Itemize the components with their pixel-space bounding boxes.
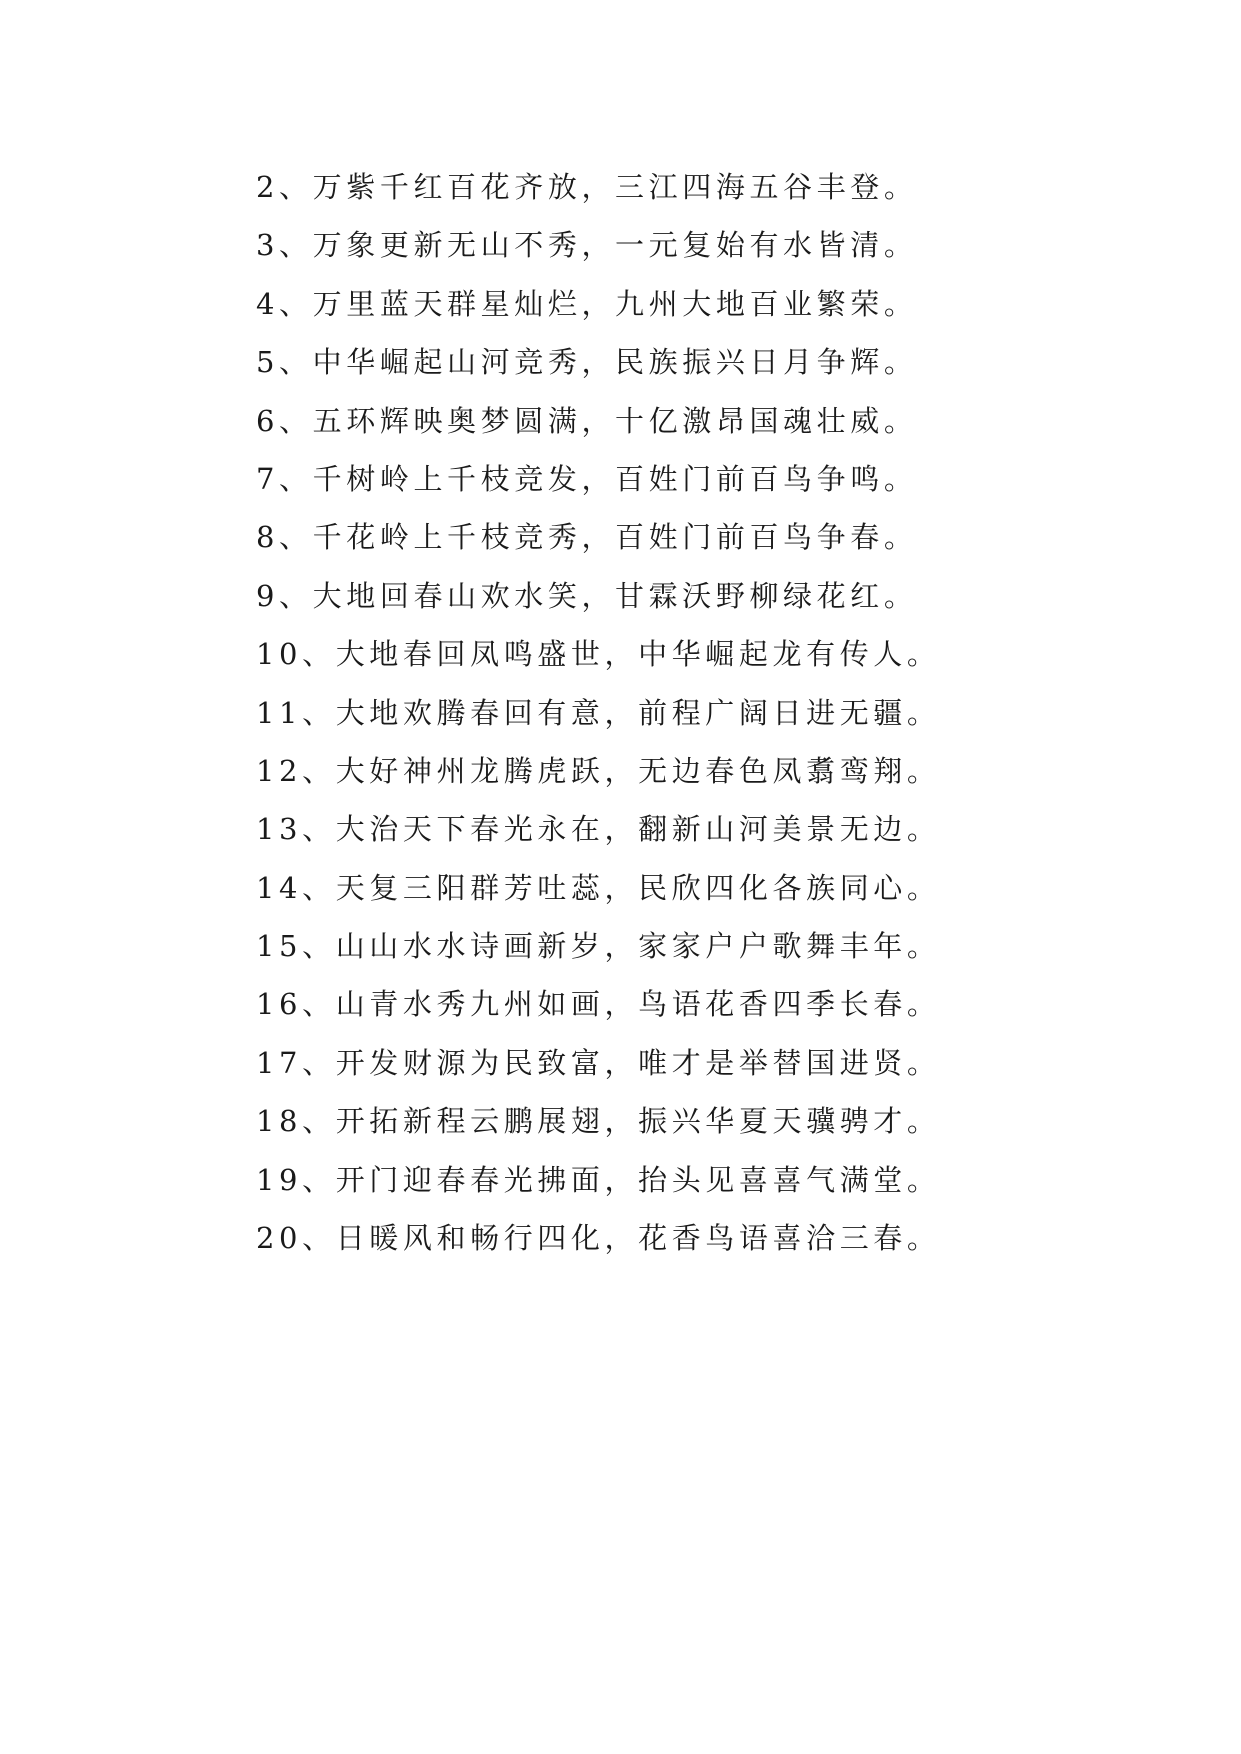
- couplet-line-14: 14、天复三阳群芳吐蕊，民欣四化各族同心。: [256, 870, 941, 905]
- couplet-line-13: 13、大治天下春光永在，翻新山河美景无边。: [256, 812, 941, 847]
- couplet-line-2: 2、万紫千红百花齐放，三江四海五谷丰登。: [256, 170, 918, 204]
- couplet-line-11: 11、大地欢腾春回有意，前程广阔日进无疆。: [256, 695, 941, 730]
- couplet-line-8: 8、千花岭上千枝竞秀，百姓门前百鸟争春。: [256, 520, 918, 555]
- couplet-line-5: 5、中华崛起山河竞秀，民族振兴日月争辉。: [256, 345, 918, 380]
- couplet-line-4: 4、万里蓝天群星灿烂，九州大地百业繁荣。: [256, 286, 918, 321]
- couplet-line-10: 10、大地春回凤鸣盛世，中华崛起龙有传人。: [256, 637, 941, 672]
- couplet-line-9: 9、大地回春山欢水笑，甘霖沃野柳绿花红。: [256, 578, 918, 613]
- couplet-line-6: 6、五环辉映奥梦圆满，十亿激昂国魂壮威。: [256, 403, 918, 438]
- couplet-line-16: 16、山青水秀九州如画，鸟语花香四季长春。: [256, 987, 941, 1022]
- couplet-line-18: 18、开拓新程云鹏展翅，振兴华夏天骥骋才。: [256, 1104, 941, 1139]
- couplet-list: [256, 158, 1196, 1267]
- couplet-line-15: 15、山山水水诗画新岁，家家户户歌舞丰年。: [256, 929, 941, 964]
- couplet-line-19: 19、开门迎春春光拂面，抬头见喜喜气满堂。: [256, 1162, 941, 1197]
- couplet-line-17: 17、开发财源为民致富，唯才是举替国进贤。: [256, 1045, 941, 1080]
- couplet-line-20: 20、日暖风和畅行四化，花香鸟语喜洽三春。: [256, 1221, 941, 1256]
- couplet-line-7: 7、千树岭上千枝竞发，百姓门前百鸟争鸣。: [256, 461, 918, 496]
- couplet-line-3: 3、万象更新无山不秀，一元复始有水皆清。: [256, 228, 918, 263]
- couplet-line-12: 12、大好神州龙腾虎跃，无边春色凤翥鸾翔。: [256, 753, 941, 788]
